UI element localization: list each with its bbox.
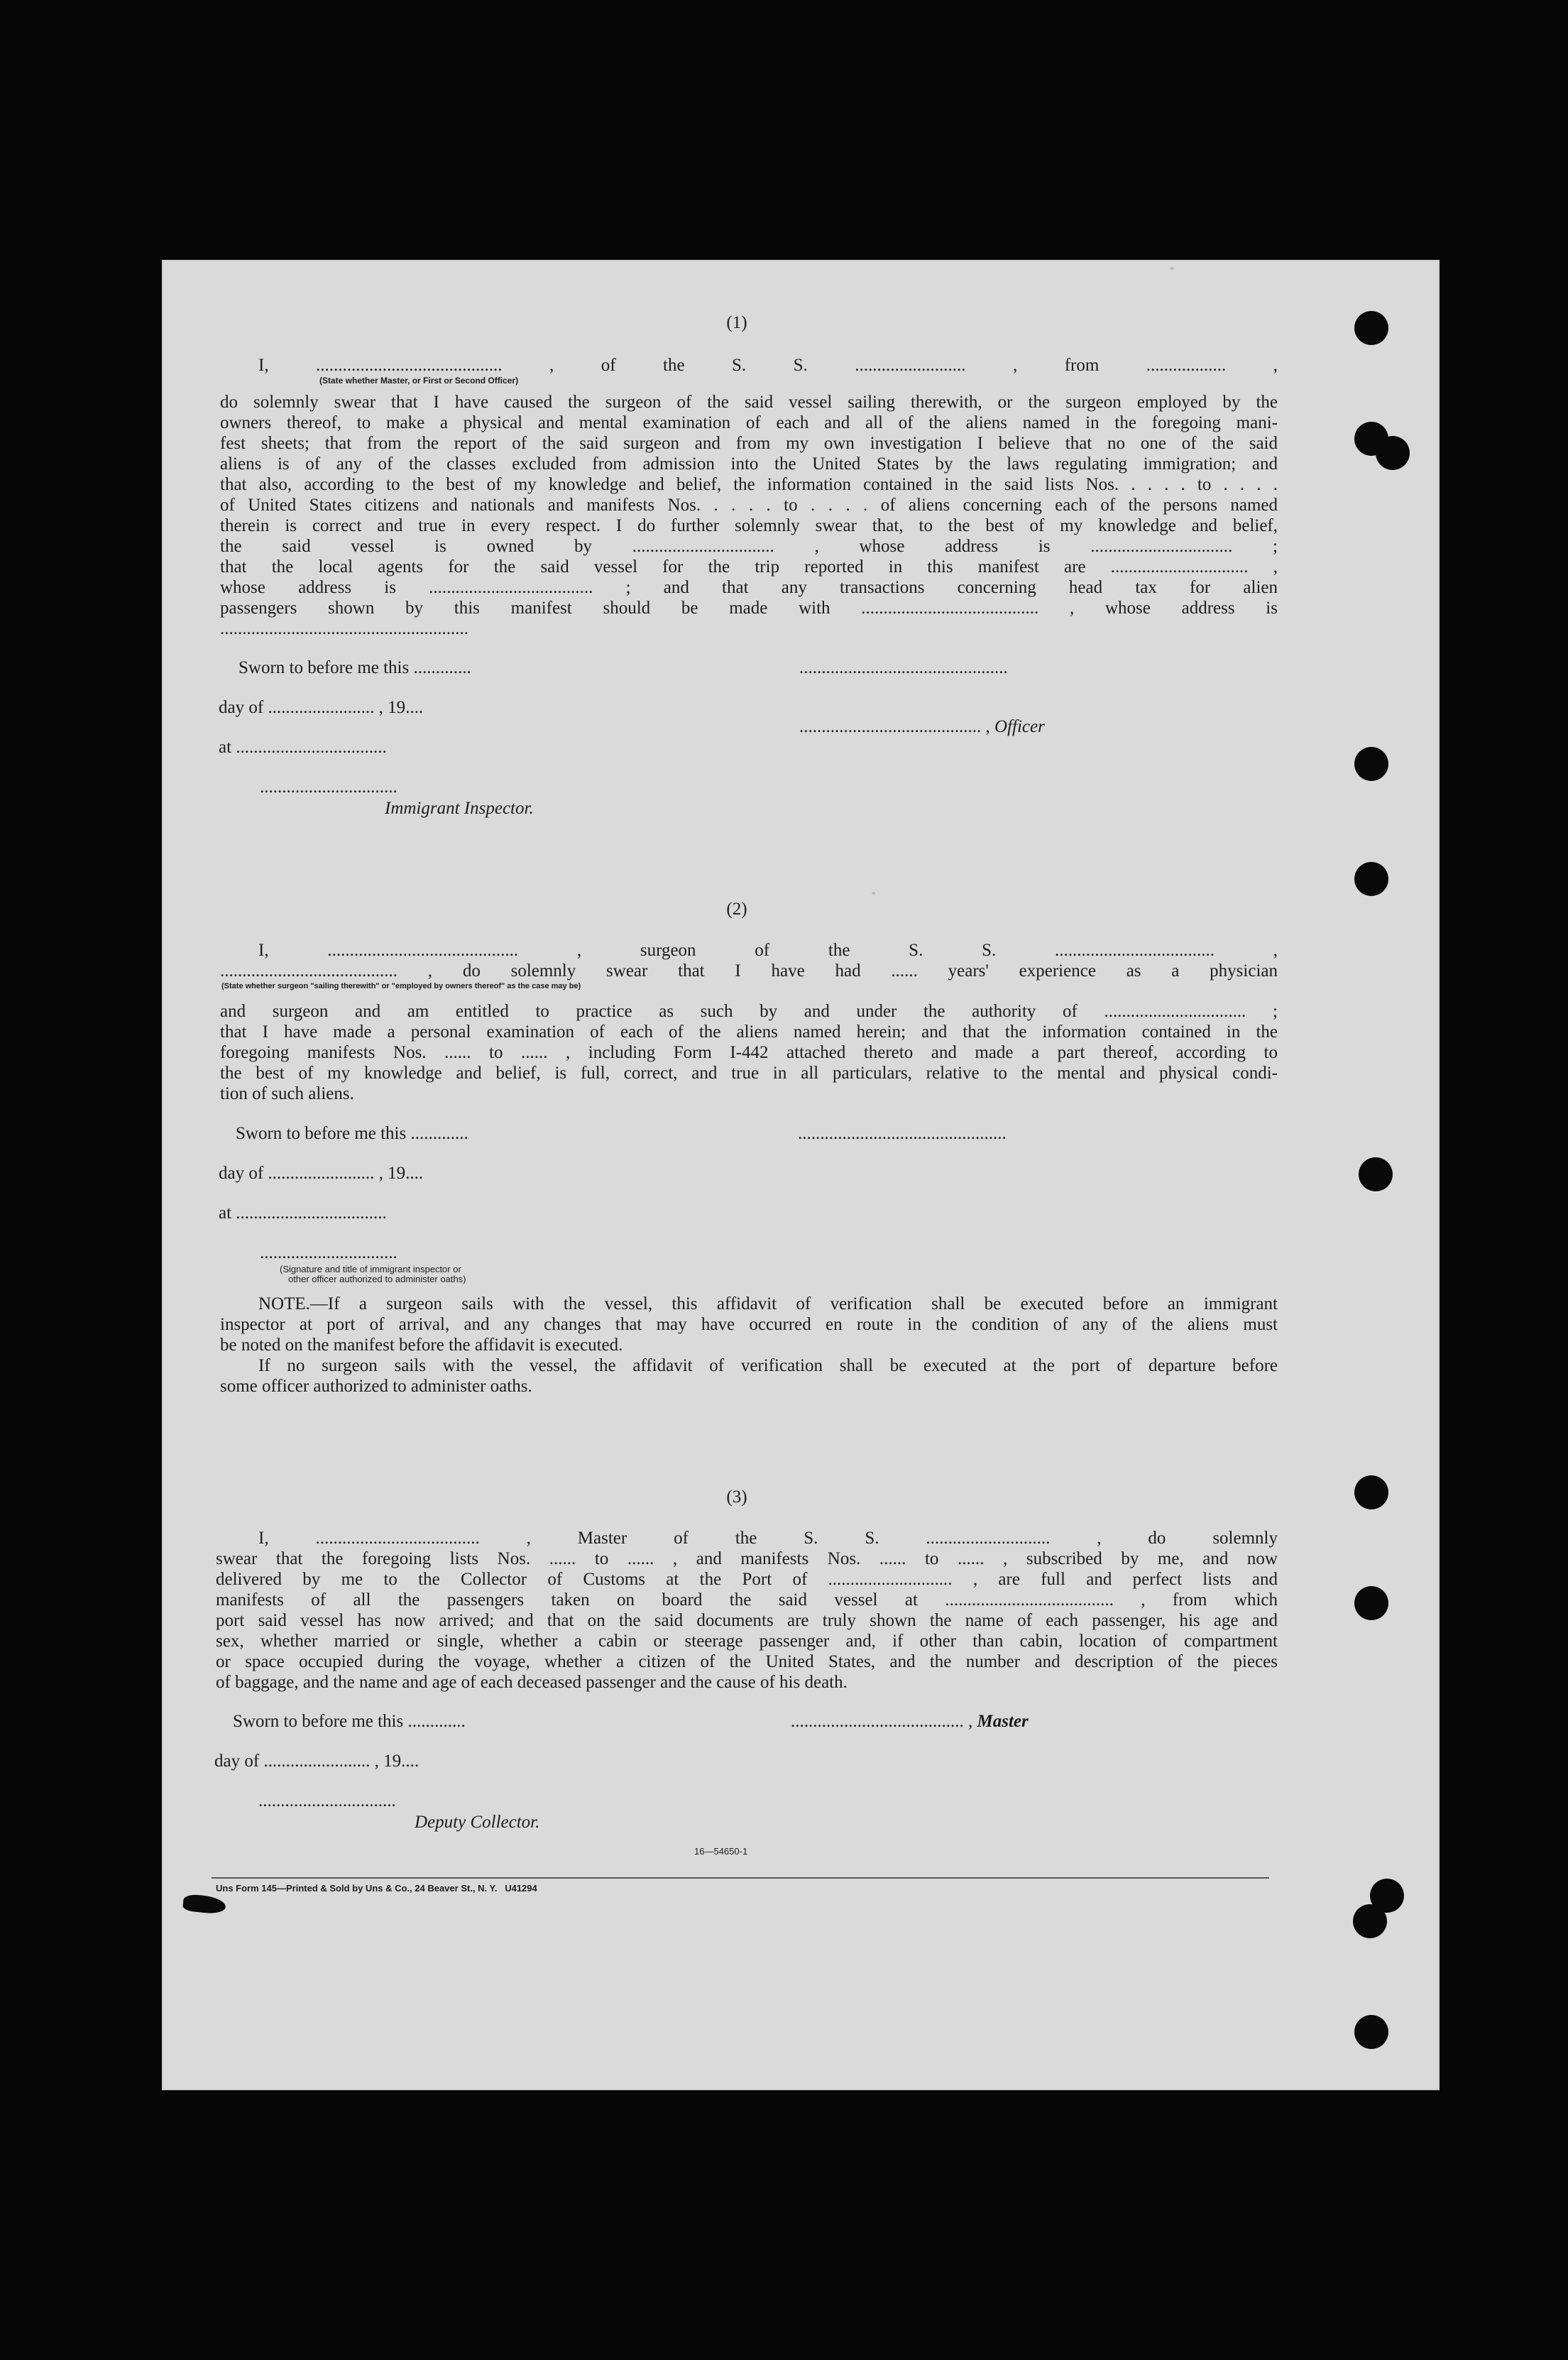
section-1-sworn: Sworn to before me this ............. [239, 658, 471, 677]
section-3-body-line: or space occupied during the voyage, whether a citizen of the United States, and the number and description of the pieces [216, 1652, 1278, 1671]
section-2-body-line: foregoing manifests Nos. ...... to ...... , including Form I-442 attached thereto and made a part thereof, according to [220, 1043, 1278, 1062]
section-3-body-line: swear that the foregoing lists Nos. ...... to ...... , and manifests Nos. ...... to ...... , subscribed by me, and now [216, 1549, 1278, 1568]
printer-imprint: Uns Form 145—Printed & Sold by Uns & Co., 24 Beaver St., N. Y. U41294 [216, 1883, 537, 1894]
section-2-note-2-line: If no surgeon sails with the vessel, the affidavit of verification shall be executed at the port of departure before [258, 1356, 1278, 1375]
section-3-body-line: of baggage, and the name and age of each deceased passenger and the cause of his death. [216, 1673, 848, 1692]
master-dots: ....................................... , [791, 1712, 977, 1731]
section-2-day: day of ........................ , 19.... [219, 1164, 424, 1183]
section-3-sworn: Sworn to before me this ............. [233, 1712, 466, 1731]
section-3-body-line: manifests of all the passengers taken on board the said vessel at ...................................... , from which [216, 1590, 1278, 1610]
punch-hole-3 [1376, 436, 1410, 470]
section-2-line-2: ........................................ , do solemnly swear that I have had ...... years' experience as a physician [220, 961, 1278, 980]
section-3-collector-label: Deputy Collector. [415, 1813, 540, 1832]
section-3-body-line: sex, whether married or single, whether a cabin or steerage passenger and, if other than cabin, location of compartment [216, 1632, 1278, 1651]
section-1-body-line: of United States citizens and nationals and manifests Nos. . . . . to . . . . of aliens concerning each of the persons named [220, 496, 1278, 515]
section-2-inspector-note-2: other officer authorized to administer oaths) [288, 1274, 466, 1284]
punch-hole-7 [1354, 1475, 1388, 1509]
section-2-signature-line: ............................................... [798, 1124, 1007, 1143]
master-label: Master [977, 1712, 1029, 1731]
torn-mark [182, 1894, 226, 1915]
punch-hole-4 [1354, 747, 1388, 781]
section-2-inspector-dots: ............................... [260, 1243, 398, 1262]
footer-rule [212, 1877, 1269, 1879]
section-3-master-line [791, 1711, 1029, 1732]
form-page [162, 260, 1440, 2090]
punch-hole-5 [1354, 862, 1388, 896]
section-3-line-1: I, ..................................... , Master of the S. S. ............................ , do solemnly [258, 1529, 1278, 1548]
section-2-heading: (2) [726, 900, 747, 919]
punch-hole-10 [1353, 1904, 1387, 1938]
speck [872, 892, 875, 895]
section-3-day: day of ........................ , 19.... [214, 1752, 420, 1771]
section-1-day: day of ........................ , 19.... [219, 698, 424, 717]
section-1-body-line: fest sheets; that from the report of the said surgeon and from my own investigation I believe that no one of the said [220, 434, 1278, 453]
section-3-collector-dots: ............................... [258, 1791, 396, 1810]
section-2-at: at .................................. [219, 1203, 387, 1223]
speck [1170, 267, 1174, 270]
section-2-note-line: be noted on the manifest before the affidavit is executed. [220, 1335, 623, 1355]
section-1-body-line: do solemnly swear that I have caused the surgeon of the said vessel sailing therewith, or the surgeon employed by the [220, 393, 1278, 412]
section-1-body-line: ........................................................ [220, 619, 468, 638]
section-1-line-1-note: (State whether Master, or First or Second Officer) [319, 376, 519, 386]
section-2-note-line: inspector at port of arrival, and any changes that may have occurred en route in the condition of any of the aliens must [220, 1315, 1278, 1334]
section-1-line-1: I, .......................................... , of the S. S. ......................... , from .................. , [258, 356, 1278, 375]
form-code: 16—54650-1 [694, 1846, 748, 1857]
section-1-body-line: whose address is ..................................... ; and that any transactions concerning head tax for alien [220, 578, 1278, 597]
section-1-at: at .................................. [219, 738, 387, 757]
section-2-body-line: that I have made a personal examination of each of the aliens named herein; and that the information contained in the [220, 1022, 1278, 1042]
section-2-note-line: NOTE.—If a surgeon sails with the vessel, this affidavit of verification shall be executed before an immigrant [258, 1294, 1278, 1313]
section-2-body-line: and surgeon and am entitled to practice as such by and under the authority of ................................ ; [220, 1002, 1278, 1021]
section-1-signature-line: ............................................... [799, 658, 1008, 677]
section-1-body-line: therein is correct and true in every respect. I do further solemnly swear that, to the best of my knowledge and belief, [220, 516, 1278, 535]
section-1-body-line: owners thereof, to make a physical and mental examination of each and all of the aliens named in the foregoing mani- [220, 413, 1278, 432]
punch-hole-1 [1354, 311, 1388, 345]
section-1-body-line: that the local agents for the said vessel for the trip reported in this manifest are ............................... , [220, 557, 1278, 577]
section-3-body-line: port said vessel has now arrived; and that on the said documents are truly shown the name of each passenger, his age and [216, 1611, 1278, 1630]
section-2-body-line: tion of such aliens. [220, 1084, 354, 1103]
section-2-note-2-line: some officer authorized to administer oaths. [220, 1377, 532, 1396]
section-1-body-line: the said vessel is owned by ................................ , whose address is ................................ ; [220, 537, 1278, 556]
section-2-line-2-note: (State whether surgeon "sailing therewith" or "employed by owners thereof" as the case may be) [221, 982, 581, 990]
punch-hole-8 [1354, 1586, 1388, 1620]
section-2-inspector-note-1: (Signature and title of immigrant inspector or [280, 1264, 461, 1274]
punch-hole-6 [1359, 1157, 1393, 1191]
section-1-officer-line [799, 716, 1045, 737]
punch-hole-11 [1354, 2015, 1388, 2049]
section-2-body-line: the best of my knowledge and belief, is full, correct, and true in all particulars, relative to the mental and physical condi- [220, 1064, 1278, 1083]
section-1-body-line: passengers shown by this manifest should be made with ........................................ , whose address is [220, 599, 1278, 618]
section-1-body-line: that also, according to the best of my knowledge and belief, the information contained in the said lists Nos. . . . . to . . . . [220, 475, 1278, 494]
officer-dots: ......................................... , [799, 717, 994, 736]
section-3-body-line: delivered by me to the Collector of Customs at the Port of ............................ , are full and perfect lists and [216, 1570, 1278, 1589]
section-3-heading: (3) [726, 1487, 747, 1507]
section-1-body-line: aliens is of any of the classes excluded from admission into the United States by the laws regulating immigration; and [220, 454, 1278, 474]
section-2-line-1: I, ........................................... , surgeon of the S. S. .................................... , [258, 941, 1278, 960]
officer-label: Officer [994, 717, 1045, 736]
section-2-sworn: Sworn to before me this ............. [236, 1124, 468, 1143]
section-1-heading: (1) [726, 313, 747, 332]
section-1-inspector-dots: ............................... [260, 777, 398, 797]
section-1-inspector-label: Immigrant Inspector. [385, 799, 534, 818]
